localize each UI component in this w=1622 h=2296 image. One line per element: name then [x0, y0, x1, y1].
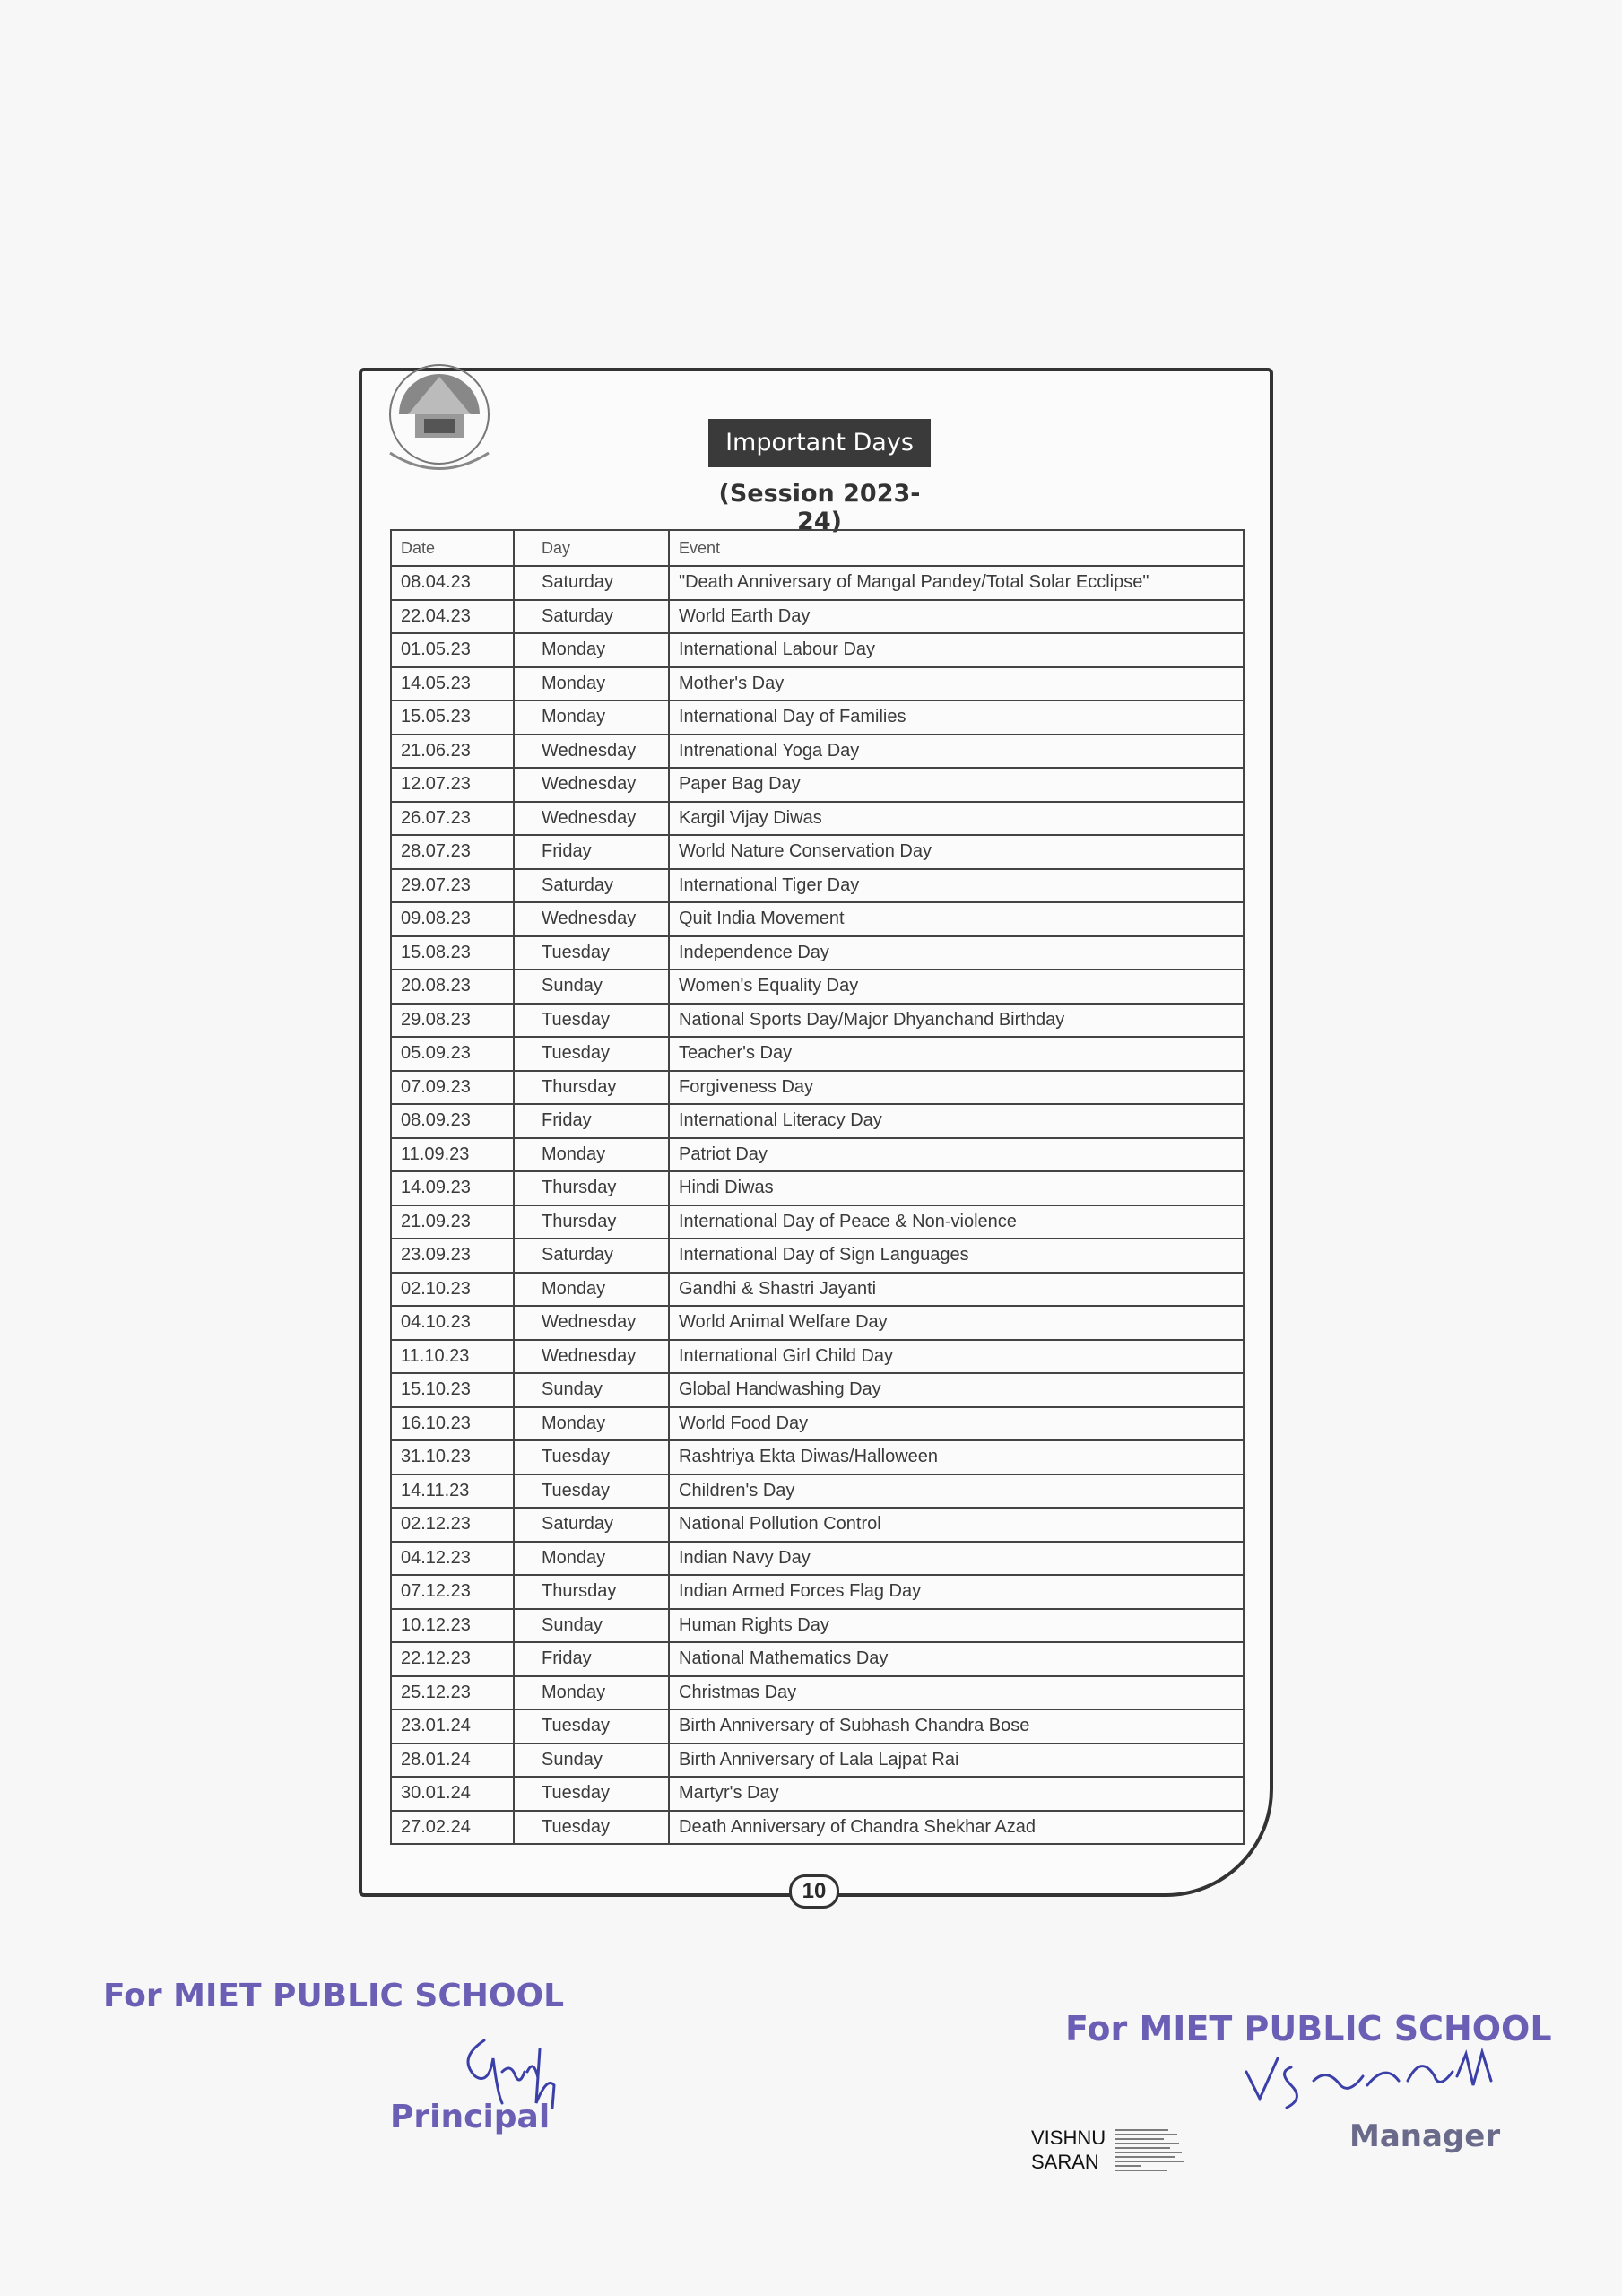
cell-event: Human Rights Day: [669, 1609, 1244, 1643]
school-logo-icon: [381, 359, 498, 489]
cell-event: Birth Anniversary of Subhash Chandra Bose: [669, 1709, 1244, 1744]
cell-event: International Day of Sign Languages: [669, 1239, 1244, 1273]
table-row: [391, 667, 1244, 701]
cell-day: Sunday: [514, 1744, 669, 1778]
cell-date: 15.08.23: [391, 936, 514, 970]
cell-event: Independence Day: [669, 936, 1244, 970]
table-header-row: [391, 530, 1244, 566]
digital-signature-line2: SARAN: [1031, 2151, 1099, 2173]
cell-date: 29.08.23: [391, 1004, 514, 1038]
cell-event: Intrenational Yoga Day: [669, 735, 1244, 769]
table-row: [391, 902, 1244, 936]
table-row: [391, 1205, 1244, 1239]
cell-event: Children's Day: [669, 1474, 1244, 1509]
principal-role: Principal: [390, 2099, 551, 2135]
cell-day: Sunday: [514, 1609, 669, 1643]
cell-day: Monday: [514, 1273, 669, 1307]
cell-day: Friday: [514, 835, 669, 869]
cell-date: 28.01.24: [391, 1744, 514, 1778]
cell-day: Wednesday: [514, 1340, 669, 1374]
cell-date: 12.07.23: [391, 768, 514, 802]
cell-event: Rashtriya Ekta Diwas/Halloween: [669, 1440, 1244, 1474]
cell-day: Friday: [514, 1104, 669, 1138]
cell-day: Monday: [514, 1138, 669, 1172]
cell-event: Death Anniversary of Chandra Shekhar Azad: [669, 1811, 1244, 1845]
table-row: [391, 936, 1244, 970]
cell-day: Saturday: [514, 1239, 669, 1273]
cell-day: Thursday: [514, 1171, 669, 1205]
table-row: [391, 1474, 1244, 1509]
table-row: [391, 633, 1244, 667]
cell-date: 15.10.23: [391, 1373, 514, 1407]
table-row: [391, 566, 1244, 600]
cell-date: 15.05.23: [391, 700, 514, 735]
cell-day: Tuesday: [514, 1474, 669, 1509]
cell-day: Saturday: [514, 566, 669, 600]
cell-event: World Animal Welfare Day: [669, 1306, 1244, 1340]
cell-event: Patriot Day: [669, 1138, 1244, 1172]
cell-date: 07.09.23: [391, 1071, 514, 1105]
cell-date: 10.12.23: [391, 1609, 514, 1643]
cell-day: Tuesday: [514, 1709, 669, 1744]
table-row: [391, 1171, 1244, 1205]
cell-day: Monday: [514, 1676, 669, 1710]
table-row: [391, 802, 1244, 836]
cell-date: 04.10.23: [391, 1306, 514, 1340]
manager-signature-icon: [1242, 2036, 1511, 2117]
table-row: [391, 700, 1244, 735]
column-header-date: Date: [391, 530, 514, 566]
session-label: (Session 2023-24): [718, 480, 921, 535]
cell-date: 23.01.24: [391, 1709, 514, 1744]
cell-day: Friday: [514, 1642, 669, 1676]
cell-event: International Labour Day: [669, 633, 1244, 667]
cell-event: Global Handwashing Day: [669, 1373, 1244, 1407]
cell-date: 08.04.23: [391, 566, 514, 600]
table-row: [391, 1508, 1244, 1542]
table-row: [391, 1575, 1244, 1609]
table-row: [391, 1037, 1244, 1071]
cell-day: Tuesday: [514, 1440, 669, 1474]
cell-event: International Girl Child Day: [669, 1340, 1244, 1374]
cell-day: Monday: [514, 700, 669, 735]
cell-date: 30.01.24: [391, 1777, 514, 1811]
cell-event: International Day of Peace & Non-violence: [669, 1205, 1244, 1239]
cell-date: 21.09.23: [391, 1205, 514, 1239]
table-row: [391, 1676, 1244, 1710]
cell-event: Birth Anniversary of Lala Lajpat Rai: [669, 1744, 1244, 1778]
cell-day: Tuesday: [514, 1811, 669, 1845]
cell-day: Wednesday: [514, 902, 669, 936]
cell-event: Teacher's Day: [669, 1037, 1244, 1071]
digital-signature-line1: VISHNU: [1031, 2126, 1106, 2149]
cell-day: Wednesday: [514, 735, 669, 769]
cell-event: International Day of Families: [669, 700, 1244, 735]
cell-date: 25.12.23: [391, 1676, 514, 1710]
table-row: [391, 835, 1244, 869]
page-title: Important Days: [708, 419, 931, 467]
cell-date: 29.07.23: [391, 869, 514, 903]
cell-event: Christmas Day: [669, 1676, 1244, 1710]
cell-day: Saturday: [514, 869, 669, 903]
cell-day: Monday: [514, 633, 669, 667]
table-row: [391, 869, 1244, 903]
digital-signature-name: [1031, 2126, 1106, 2174]
cell-day: Saturday: [514, 600, 669, 634]
cell-date: 23.09.23: [391, 1239, 514, 1273]
cell-date: 08.09.23: [391, 1104, 514, 1138]
cell-event: World Nature Conservation Day: [669, 835, 1244, 869]
table-row: [391, 1642, 1244, 1676]
cell-date: 14.09.23: [391, 1171, 514, 1205]
cell-day: Thursday: [514, 1071, 669, 1105]
cell-date: 01.05.23: [391, 633, 514, 667]
cell-day: Tuesday: [514, 1777, 669, 1811]
table-row: [391, 1440, 1244, 1474]
cell-date: 20.08.23: [391, 970, 514, 1004]
table-row: [391, 735, 1244, 769]
cell-event: Quit India Movement: [669, 902, 1244, 936]
cell-day: Sunday: [514, 1373, 669, 1407]
cell-event: National Mathematics Day: [669, 1642, 1244, 1676]
digital-signature-details-icon: [1115, 2127, 1186, 2177]
cell-day: Thursday: [514, 1205, 669, 1239]
cell-date: 22.04.23: [391, 600, 514, 634]
cell-event: Kargil Vijay Diwas: [669, 802, 1244, 836]
table-row: [391, 1407, 1244, 1441]
cell-date: 04.12.23: [391, 1542, 514, 1576]
cell-event: Hindi Diwas: [669, 1171, 1244, 1205]
column-header-event: Event: [669, 530, 1244, 566]
cell-event: Indian Armed Forces Flag Day: [669, 1575, 1244, 1609]
cell-event: Mother's Day: [669, 667, 1244, 701]
cell-date: 11.09.23: [391, 1138, 514, 1172]
cell-event: National Pollution Control: [669, 1508, 1244, 1542]
table-row: [391, 970, 1244, 1004]
table-row: [391, 1306, 1244, 1340]
cell-day: Monday: [514, 667, 669, 701]
column-header-day: Day: [514, 530, 669, 566]
cell-date: 21.06.23: [391, 735, 514, 769]
cell-date: 16.10.23: [391, 1407, 514, 1441]
table-row: [391, 1609, 1244, 1643]
table-row: [391, 1138, 1244, 1172]
page-number: 10: [789, 1874, 839, 1909]
table-row: [391, 600, 1244, 634]
cell-day: Monday: [514, 1407, 669, 1441]
cell-event: International Literacy Day: [669, 1104, 1244, 1138]
cell-event: Martyr's Day: [669, 1777, 1244, 1811]
cell-date: 11.10.23: [391, 1340, 514, 1374]
cell-day: Tuesday: [514, 1037, 669, 1071]
cell-day: Wednesday: [514, 802, 669, 836]
cell-event: "Death Anniversary of Mangal Pandey/Total Solar Ecclipse": [669, 566, 1244, 600]
cell-event: World Food Day: [669, 1407, 1244, 1441]
cell-date: 26.07.23: [391, 802, 514, 836]
table-row: [391, 768, 1244, 802]
cell-date: 02.10.23: [391, 1273, 514, 1307]
table-row: [391, 1239, 1244, 1273]
cell-date: 28.07.23: [391, 835, 514, 869]
table-body: [391, 566, 1244, 1844]
cell-day: Tuesday: [514, 936, 669, 970]
cell-date: 09.08.23: [391, 902, 514, 936]
cell-date: 07.12.23: [391, 1575, 514, 1609]
important-days-table: [390, 529, 1245, 1845]
cell-date: 31.10.23: [391, 1440, 514, 1474]
cell-date: 14.11.23: [391, 1474, 514, 1509]
table-row: [391, 1373, 1244, 1407]
table-row: [391, 1542, 1244, 1576]
table-row: [391, 1004, 1244, 1038]
table-row: [391, 1744, 1244, 1778]
manager-role: Manager: [1349, 2118, 1501, 2154]
cell-day: Thursday: [514, 1575, 669, 1609]
cell-day: Tuesday: [514, 1004, 669, 1038]
cell-date: 22.12.23: [391, 1642, 514, 1676]
cell-day: Wednesday: [514, 1306, 669, 1340]
table-row: [391, 1777, 1244, 1811]
cell-date: 02.12.23: [391, 1508, 514, 1542]
principal-stamp-org: For MIET PUBLIC SCHOOL: [103, 1978, 565, 2014]
table-row: [391, 1273, 1244, 1307]
cell-event: International Tiger Day: [669, 869, 1244, 903]
cell-date: 27.02.24: [391, 1811, 514, 1845]
cell-event: Indian Navy Day: [669, 1542, 1244, 1576]
cell-date: 14.05.23: [391, 667, 514, 701]
table-row: [391, 1811, 1244, 1845]
cell-date: 05.09.23: [391, 1037, 514, 1071]
cell-event: Women's Equality Day: [669, 970, 1244, 1004]
table-row: [391, 1071, 1244, 1105]
cell-day: Sunday: [514, 970, 669, 1004]
cell-day: Monday: [514, 1542, 669, 1576]
table-row: [391, 1709, 1244, 1744]
cell-event: World Earth Day: [669, 600, 1244, 634]
cell-event: Gandhi & Shastri Jayanti: [669, 1273, 1244, 1307]
manager-stamp-org: For MIET PUBLIC SCHOOL: [1065, 2009, 1552, 2048]
cell-event: National Sports Day/Major Dhyanchand Birthday: [669, 1004, 1244, 1038]
cell-event: Paper Bag Day: [669, 768, 1244, 802]
cell-day: Saturday: [514, 1508, 669, 1542]
table-row: [391, 1340, 1244, 1374]
table-row: [391, 1104, 1244, 1138]
cell-event: Forgiveness Day: [669, 1071, 1244, 1105]
cell-day: Wednesday: [514, 768, 669, 802]
